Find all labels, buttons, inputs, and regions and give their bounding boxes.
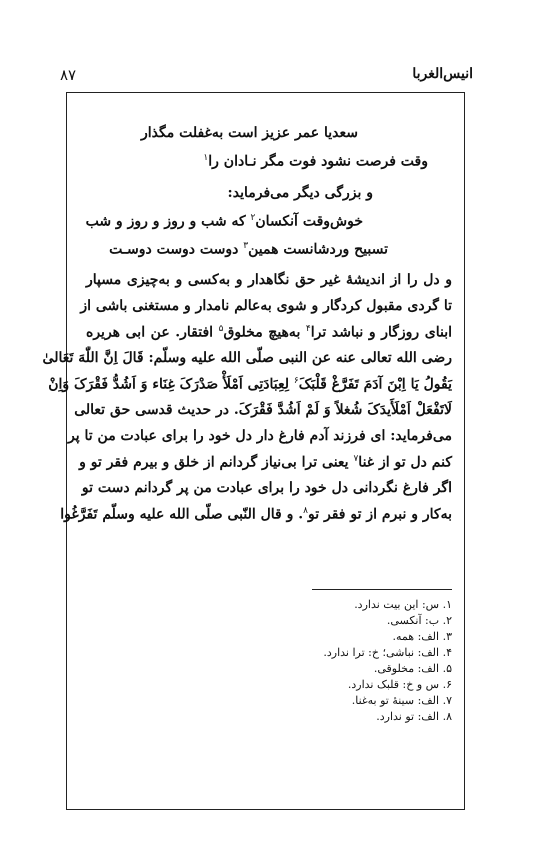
footnote-marker: ۲ bbox=[250, 213, 256, 223]
body-line bbox=[86, 324, 452, 348]
body-line: رضی الله تعالی عنه عن النبی صلّی الله علیه وسلّم: قَالَ اِنَّ اللّٰهَ تَعَالیٰ bbox=[42, 350, 452, 366]
text-span: افتقار. عن ابی هریره bbox=[86, 324, 219, 341]
body-line: لَاتَفْعَلْ اَمْلَأَیدَکَ شُغلاً وَ لَمْ اَشُدَّ فَقْرَکَ. در حدیث قدسی حق تعالی bbox=[74, 402, 452, 418]
verse-text: که شب و روز و روز و شب bbox=[85, 213, 246, 230]
footnote-marker: ۳ bbox=[243, 241, 249, 251]
footnote: ۴. الف: نباشی؛ خ: ترا ندارد. bbox=[323, 646, 452, 659]
body-line bbox=[48, 376, 452, 400]
footnote: ۶. س و خ: قلبک ندارد. bbox=[347, 678, 452, 691]
text-span: به‌کار و نبرم از تو فقر تو bbox=[307, 506, 452, 523]
footnote: ۲. ب: آنکسی. bbox=[386, 614, 452, 627]
verse-text: تسبیح وردشانست همین bbox=[248, 241, 388, 258]
text-span: به‌هیچ مخلوق bbox=[223, 324, 306, 341]
footnote-marker: ۱ bbox=[203, 153, 209, 163]
footnote: ۱. س: این بیت ندارد. bbox=[354, 598, 452, 611]
verse-text: خوش‌وقت آنکسان bbox=[255, 213, 363, 230]
footnote-marker: ۶ bbox=[293, 376, 299, 386]
page-number: ۸۷ bbox=[60, 66, 77, 84]
body-line: تا گردی مقبول کردگار و شوی به‌عالم نامدار و مستغنی باشی از bbox=[80, 298, 452, 314]
footnote: ۳. الف: همه. bbox=[392, 630, 452, 643]
footnote-marker: ۴ bbox=[305, 324, 311, 334]
footnote-divider bbox=[312, 589, 452, 590]
verse-line-3 bbox=[86, 213, 363, 230]
text-span: یَقُولُ یَا اِبْنَ آدَمَ تَفَرَّغْ قَلْبَکَ bbox=[298, 376, 452, 393]
verse-line-4 bbox=[109, 241, 388, 258]
book-title: انیس‌الغربا bbox=[412, 66, 473, 82]
text-span: یعنی ترا بی‌نیاز گردانم از خلق و بیرم فقر تو و bbox=[79, 454, 354, 471]
text-span: ابنای روزگار و نباشد ترا bbox=[310, 324, 452, 341]
footnotes bbox=[323, 598, 452, 726]
verse-line-1: سعدیا عمر عزیز است به‌غفلت مگذار bbox=[140, 125, 358, 141]
body-line: می‌فرماید: ای فرزند آدم فارغ دار دل خود را برای عبادت من تا پر bbox=[68, 428, 452, 444]
footnote-marker: ۷ bbox=[353, 454, 359, 464]
body-line: اگر فارغ نگردانی دل خود را برای عبادت من پر گردانم دست تو bbox=[81, 480, 452, 496]
body-line: و دل را از اندیشهٔ غیر حق نگاهدار و به‌کسی و به‌چیزی مسپار bbox=[86, 272, 452, 288]
verse-text: وقت فرصت نشود فوت مگر نـادان را bbox=[208, 153, 428, 170]
body-line bbox=[79, 454, 452, 478]
page-header bbox=[60, 66, 473, 88]
text-span: لِعِبَادَتِی اَمْلَأْ صَدْرَکَ غِنَاء وَ اَشُدُّ فَقْرَکَ وَاِنْ bbox=[48, 376, 294, 393]
verse-line-2 bbox=[203, 153, 428, 170]
body-line bbox=[60, 506, 452, 530]
verse-text: دوست دوست دوسـت bbox=[109, 241, 239, 258]
footnote: ۸. الف: تو ندارد. bbox=[376, 710, 452, 723]
text-span: . و قال النّبی صلّی الله علیه وسلّم تَفَرَّغُوا bbox=[60, 506, 304, 523]
text-span: کنم دل تو از غنا bbox=[358, 454, 452, 471]
footnote: ۷. الف: سینهٔ تو به‌غنا. bbox=[351, 694, 452, 707]
footnote-marker: ۸ bbox=[303, 506, 308, 516]
footnote: ۵. الف: مخلوقی. bbox=[373, 662, 452, 675]
footnote-marker: ۵ bbox=[218, 324, 224, 334]
verse-intro: و بزرگی دیگر می‌فرماید: bbox=[227, 185, 373, 201]
